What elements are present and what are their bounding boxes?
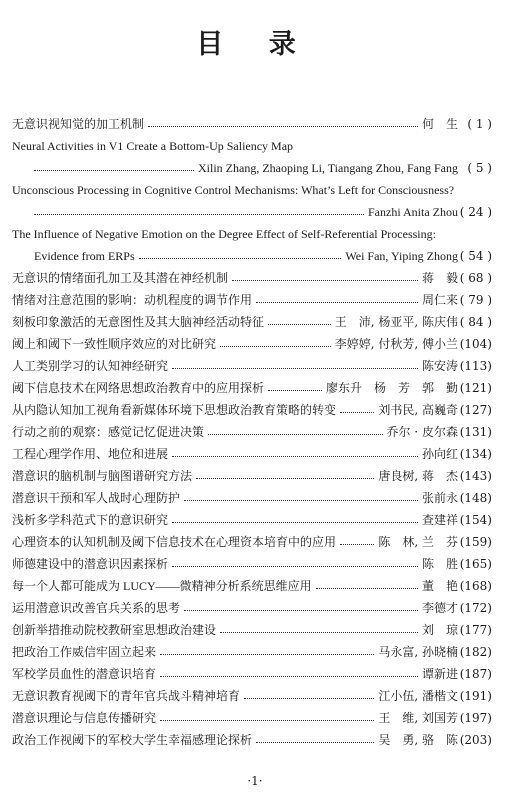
toc-entry-page: (203)	[459, 733, 492, 747]
toc-entry-title: 政治工作视阈下的军校大学生幸福感理论探析	[12, 733, 253, 747]
dot-leader	[268, 324, 331, 325]
dot-leader	[340, 544, 374, 545]
toc-entry-author: 蒋 毅	[421, 271, 458, 285]
dot-leader	[160, 654, 374, 655]
toc-entry-title: 人工类别学习的认知神经研究	[12, 359, 169, 373]
toc-entry-author: 陈 胜	[421, 557, 458, 571]
toc-entry-page: ( 54 )	[459, 249, 492, 263]
toc-entry-title: 潜意识理论与信息传播研究	[12, 711, 157, 725]
toc-entry-author: 江小伍, 潘楷文	[378, 689, 458, 703]
page-number: ·1·	[247, 774, 263, 788]
toc-entry-author: 吴 勇, 骆 陈	[378, 733, 458, 747]
toc-entry-page: (148)	[459, 491, 492, 505]
toc-entry-page: (182)	[459, 645, 492, 659]
dot-leader	[34, 170, 194, 171]
toc-entry-page: (131)	[459, 425, 492, 439]
toc-entry-title: 潜意识的脑机制与脑图谱研究方法	[12, 469, 193, 483]
toc-list	[12, 113, 492, 751]
toc-entry-page: ( 5 )	[467, 161, 492, 175]
dot-leader	[196, 478, 374, 479]
toc-entry-title: 师德建设中的潜意识因素探析	[12, 557, 169, 571]
toc-entry-title: 无意识教育视阈下的青年官兵战斗精神培育	[12, 689, 241, 703]
toc-entry-author: 李德才	[421, 601, 458, 615]
toc-entry-title: Evidence from ERPs	[34, 249, 135, 263]
toc-entry-title: 运用潜意识改善官兵关系的思考	[12, 601, 181, 615]
toc-entry-author: 陈安涛	[421, 359, 458, 373]
dot-leader	[160, 720, 374, 721]
toc-entry-title: 刻板印象激活的无意图性及其大脑神经活动特征	[12, 315, 265, 329]
toc-entry-author: 廖东升 杨 芳 郭 勤	[325, 381, 458, 395]
toc-entry-author: 董 艳	[421, 579, 458, 593]
toc-entry-author: 谭新进	[421, 667, 458, 681]
dot-leader	[172, 456, 418, 457]
toc-entry-title: 浅析多学科范式下的意识研究	[12, 513, 169, 527]
toc-entry-page: (143)	[459, 469, 492, 483]
dot-leader	[184, 610, 418, 611]
toc-entry-title: 情绪对注意范围的影响：动机程度的调节作用	[12, 293, 253, 307]
dot-leader	[148, 126, 418, 127]
toc-entry-page: (197)	[459, 711, 492, 725]
dot-leader	[220, 632, 418, 633]
toc-entry-line[interactable]	[12, 685, 492, 707]
toc-entry-line[interactable]	[12, 355, 492, 377]
toc-entry-line[interactable]	[12, 135, 492, 157]
toc-entry-page: (159)	[459, 535, 492, 549]
toc-entry-title: 阈上和阈下一致性顺序效应的对比研究	[12, 337, 217, 351]
toc-entry-line[interactable]	[12, 663, 492, 685]
toc-entry-author: 陈 林, 兰 芬	[378, 535, 458, 549]
toc-entry-title: Unconscious Processing in Cognitive Control Mechanisms: What’s Left for Consciousness?	[12, 183, 455, 197]
toc-entry-line[interactable]	[12, 619, 492, 641]
toc-entry-title: Neural Activities in V1 Create a Bottom-Up Saliency Map	[12, 139, 294, 153]
toc-entry-author: 查建祥	[421, 513, 458, 527]
toc-entry-title: 把政治工作威信牢固立起来	[12, 645, 157, 659]
toc-entry-page: (154)	[459, 513, 492, 527]
toc-entry-author: 乔尔 · 皮尔森	[386, 425, 458, 439]
dot-leader	[208, 434, 383, 435]
toc-entry-title: 潜意识干预和军人战时心理防护	[12, 491, 181, 505]
toc-entry-line[interactable]	[12, 311, 492, 333]
toc-entry-author: 张前永	[421, 491, 458, 505]
dot-leader	[184, 500, 418, 501]
toc-entry-title: 每一个人都可能成为 LUCY——微精神分析系统思维应用	[12, 579, 312, 593]
dot-leader	[172, 368, 418, 369]
page-title: 目 录	[196, 29, 314, 60]
toc-entry-line[interactable]	[12, 641, 492, 663]
toc-entry-author: 孙向红	[421, 447, 458, 461]
toc-entry-title: The Influence of Negative Emotion on the Degree Effect of Self-Referential Processing:	[12, 227, 436, 241]
toc-entry-page: (113)	[459, 359, 492, 373]
toc-entry-line[interactable]	[12, 707, 492, 729]
toc-entry-title: 从内隐认知加工视角看新媒体环境下思想政治教育策略的转变	[12, 403, 337, 417]
toc-entry-line[interactable]	[12, 289, 492, 311]
toc-entry-page: (177)	[459, 623, 492, 637]
toc-entry-page: (165)	[459, 557, 492, 571]
toc-entry-line[interactable]	[12, 157, 492, 179]
toc-entry-page: (134)	[459, 447, 492, 461]
dot-leader	[232, 280, 418, 281]
dot-leader	[316, 588, 418, 589]
toc-entry-title: 创新举措推动院校教研室思想政治建设	[12, 623, 217, 637]
toc-entry-line[interactable]	[12, 575, 492, 597]
toc-entry-page: (191)	[459, 689, 492, 703]
toc-entry-author: 周仁来	[421, 293, 458, 307]
dot-leader	[256, 302, 418, 303]
toc-entry-line[interactable]	[12, 465, 492, 487]
toc-entry-line[interactable]	[12, 597, 492, 619]
dot-leader	[220, 346, 331, 347]
toc-entry-line[interactable]	[12, 729, 492, 751]
toc-entry-author: 唐良树, 蒋 杰	[378, 469, 458, 483]
dot-leader	[139, 258, 342, 259]
toc-entry-author: 王 维, 刘国芳	[378, 711, 458, 725]
toc-entry-page: (172)	[459, 601, 492, 615]
toc-entry-line[interactable]	[12, 223, 492, 245]
toc-entry-line[interactable]	[12, 179, 492, 201]
toc-entry-title: 行动之前的观察：感觉记忆促进决策	[12, 425, 205, 439]
toc-entry-author: Xilin Zhang, Zhaoping Li, Tiangang Zhou, Fang Fang	[198, 161, 458, 175]
toc-entry-title: 阈下信息技术在网络思想政治教育中的应用探析	[12, 381, 265, 395]
toc-entry-line[interactable]	[12, 553, 492, 575]
toc-entry-line[interactable]	[12, 245, 492, 267]
dot-leader	[34, 214, 364, 215]
toc-entry-line[interactable]	[12, 509, 492, 531]
toc-entry-author: 马永富, 孙晓楠	[378, 645, 458, 659]
dot-leader	[160, 676, 418, 677]
toc-entry-page: (121)	[459, 381, 492, 395]
toc-entry-page: (104)	[459, 337, 492, 351]
toc-entry-line[interactable]	[12, 531, 492, 553]
toc-entry-line[interactable]	[12, 201, 492, 223]
toc-entry-author: Fanzhi Anita Zhou	[368, 205, 458, 219]
dot-leader	[268, 390, 322, 391]
toc-entry-author: 刘书民, 高巍奇	[378, 403, 458, 417]
toc-entry-title: 军校学员血性的潜意识培育	[12, 667, 157, 681]
toc-entry-author: 李婷婷, 付秋芳, 傅小兰	[334, 337, 458, 351]
toc-entry-title: 心理资本的认知机制及阈下信息技术在心理资本培育中的应用	[12, 535, 337, 549]
toc-entry-line[interactable]	[12, 399, 492, 421]
toc-entry-title: 无意识视知觉的加工机制	[12, 117, 145, 131]
dot-leader	[172, 522, 418, 523]
toc-entry-line[interactable]	[12, 487, 492, 509]
toc-entry-line[interactable]	[12, 421, 492, 443]
toc-entry-line[interactable]	[12, 113, 492, 135]
toc-entry-page: ( 68 )	[459, 271, 492, 285]
dot-leader	[340, 412, 374, 413]
toc-entry-page: ( 1 )	[467, 117, 492, 131]
toc-entry-title: 工程心理学作用、地位和进展	[12, 447, 169, 461]
toc-entry-page: (168)	[459, 579, 492, 593]
toc-entry-author: Wei Fan, Yiping Zhong	[345, 249, 458, 263]
toc-entry-page: (187)	[459, 667, 492, 681]
toc-entry-author: 刘 琼	[421, 623, 458, 637]
toc-entry-author: 何 生	[421, 117, 458, 131]
toc-entry-line[interactable]	[12, 267, 492, 289]
toc-entry-author: 王 沛, 杨亚平, 陈庆伟	[334, 315, 458, 329]
dot-leader	[172, 566, 418, 567]
toc-entry-line[interactable]	[12, 443, 492, 465]
toc-entry-page: ( 84 )	[459, 315, 492, 329]
toc-entry-page: (127)	[459, 403, 492, 417]
toc-entry-line[interactable]	[12, 377, 492, 399]
toc-entry-page: ( 79 )	[459, 293, 492, 307]
dot-leader	[256, 742, 374, 743]
dot-leader	[244, 698, 374, 699]
toc-entry-page: ( 24 )	[459, 205, 492, 219]
toc-entry-title: 无意识的情绪面孔加工及其潜在神经机制	[12, 271, 229, 285]
toc-entry-line[interactable]	[12, 333, 492, 355]
